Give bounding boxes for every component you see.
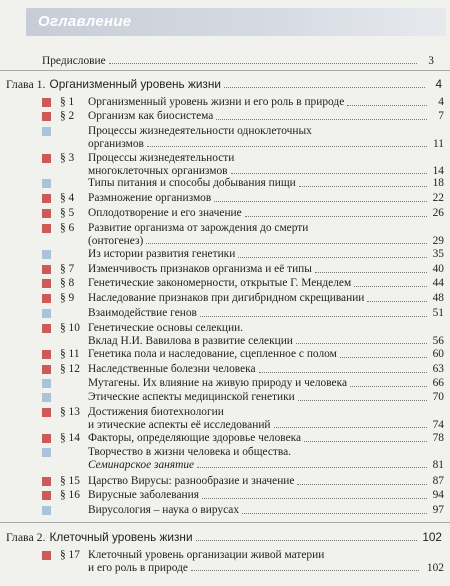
supplement-marker: [42, 379, 51, 388]
entry-page-number: 29: [432, 234, 444, 247]
entry-title-line: и его роль в природе: [88, 561, 188, 574]
chapter-1-heading[interactable]: [6, 77, 442, 91]
paragraph-number: § 4: [60, 192, 75, 204]
dot-leader: [350, 386, 427, 387]
chapter-1-title: Организменный уровень жизни: [49, 77, 221, 91]
paragraph-marker: [42, 209, 51, 218]
entry-page-number: 87: [432, 475, 444, 487]
supplement-marker: [42, 309, 51, 318]
entry-page-number: 60: [432, 348, 444, 360]
paragraph-marker: [42, 279, 51, 288]
dot-leader: [298, 400, 427, 401]
dot-leader: [347, 105, 427, 106]
paragraph-number: § 2: [60, 110, 75, 122]
entry-title-line: Царство Вирусы: разнообразие и значение: [88, 475, 295, 487]
dot-leader: [224, 87, 425, 88]
dot-leader: [238, 257, 427, 258]
paragraph-number: § 13: [60, 406, 80, 418]
entry-page-number: 35: [432, 248, 444, 260]
toc-header-band: [26, 8, 446, 36]
supplement-marker: [42, 127, 51, 136]
entry-page-number: 22: [432, 192, 444, 204]
entry-title-line: Семинарское занятие: [88, 458, 195, 471]
entry-page-number: 74: [432, 418, 444, 431]
dot-leader: [354, 286, 427, 287]
entry-page-number: 102: [426, 561, 444, 574]
divider-top: [0, 70, 450, 71]
entry-title-line: Развитие организма от зарождения до смерти: [88, 222, 309, 234]
paragraph-marker: [42, 477, 51, 486]
entry-title-line: многоклеточных организмов: [88, 164, 228, 177]
dot-leader: [216, 119, 427, 120]
paragraph-number: § 14: [60, 432, 80, 444]
entry-title-line: Организм как биосистема: [88, 110, 214, 122]
paragraph-number: § 11: [60, 348, 80, 360]
entry-page-number: 51: [432, 307, 444, 319]
chapter-2-title: Клеточный уровень жизни: [49, 530, 193, 544]
paragraph-number: § 6: [60, 222, 75, 234]
entry-title-line: Генетика пола и наследование, сцепленное с полом: [88, 348, 337, 360]
paragraph-number: § 12: [60, 363, 80, 375]
entry-page-number: 7: [438, 110, 444, 122]
paragraph-number: § 5: [60, 207, 75, 219]
entry-title-line: Изменчивость признаков организма и её типы: [88, 263, 312, 275]
entry-title-line: Генетические закономерности, открытые Г. Менделем: [88, 277, 352, 289]
dot-leader: [200, 316, 427, 317]
entry-page-number: 18: [432, 177, 444, 189]
entry-page-number: 44: [432, 277, 444, 289]
dot-leader: [197, 467, 427, 468]
dot-leader: [214, 201, 427, 202]
entry-page-number: 94: [432, 489, 444, 501]
entry-page-number: 14: [432, 164, 444, 177]
dot-leader: [299, 186, 427, 187]
paragraph-marker: [42, 491, 51, 500]
supplement-marker: [42, 179, 51, 188]
entry-page-number: 70: [432, 391, 444, 403]
entry-title-line: Вирусология – наука о вирусах: [88, 504, 240, 516]
entry-title-line: Размножение организмов: [88, 192, 212, 204]
dot-leader: [231, 173, 427, 174]
preface-label: Предисловие: [42, 54, 106, 67]
entry-title-line: Творчество в жизни человека и общества.: [88, 446, 291, 458]
entry-page-number: 40: [432, 263, 444, 275]
paragraph-marker: [42, 98, 51, 107]
chapter-2-page: 102: [422, 530, 442, 544]
paragraph-marker: [42, 408, 51, 417]
preface-page: 3: [428, 54, 434, 67]
entry-title-line: организмов: [88, 137, 144, 150]
entry-page-number: 11: [433, 137, 444, 150]
entry-page-number: 63: [432, 363, 444, 375]
supplement-marker: [42, 250, 51, 259]
dot-leader: [196, 540, 417, 541]
paragraph-marker: [42, 154, 51, 163]
supplement-marker: [42, 448, 51, 457]
entry-title-line: Оплодотворение и его значение: [88, 207, 242, 219]
entry-title-line: Генетические основы селекции.: [88, 322, 244, 334]
dot-leader: [245, 216, 427, 217]
dot-leader: [315, 272, 427, 273]
dot-leader: [296, 343, 427, 344]
entry-page-number: 97: [432, 504, 444, 516]
supplement-marker: [42, 506, 51, 515]
dot-leader: [242, 513, 427, 514]
chapter-2-label: Глава 2.: [6, 530, 46, 544]
dot-leader: [146, 243, 427, 244]
entry-page-number: 81: [432, 458, 444, 471]
entry-page-number: 26: [432, 207, 444, 219]
paragraph-marker: [42, 265, 51, 274]
entry-title-line: Процессы жизнедеятельности одноклеточных: [88, 125, 312, 137]
entry-page-number: 66: [432, 377, 444, 389]
dot-leader: [297, 484, 427, 485]
chapter-2-heading[interactable]: [6, 530, 442, 544]
entry-title-line: Факторы, определяющие здоровье человека: [88, 432, 302, 444]
entry-title-line: Процессы жизнедеятельности: [88, 152, 235, 164]
dot-leader: [191, 570, 419, 571]
paragraph-number: § 1: [60, 96, 75, 108]
paragraph-marker: [42, 112, 51, 121]
entry-title-line: и этические аспекты её исследований: [88, 418, 271, 431]
paragraph-marker: [42, 551, 51, 560]
entry-title-line: Мутагены. Их влияние на живую природу и человека: [88, 377, 348, 389]
paragraph-marker: [42, 434, 51, 443]
entry-title-line: Наследственные болезни человека: [88, 363, 256, 375]
paragraph-number: § 3: [60, 152, 75, 164]
dot-leader: [304, 441, 427, 442]
paragraph-marker: [42, 224, 51, 233]
entry-title-line: Этические аспекты медицинской генетики: [88, 391, 295, 403]
entry-page-number: 4: [438, 96, 444, 108]
paragraph-marker: [42, 365, 51, 374]
dot-leader: [202, 498, 427, 499]
paragraph-number: § 9: [60, 292, 75, 304]
divider-bottom: [0, 522, 450, 523]
dot-leader: [109, 63, 417, 64]
entry-title-line: Организменный уровень жизни и его роль в природе: [88, 96, 345, 108]
dot-leader: [340, 357, 427, 358]
entry-title-line: Вклад Н.И. Вавилова в развитие селекции: [88, 334, 293, 347]
paragraph-marker: [42, 350, 51, 359]
entry-title-line: Из истории развития генетики: [88, 248, 236, 260]
paragraph-number: § 10: [60, 322, 80, 334]
paragraph-number: § 15: [60, 475, 80, 487]
entry-page-number: 78: [432, 432, 444, 444]
chapter-1-label: Глава 1.: [6, 77, 46, 91]
preface-entry[interactable]: [42, 51, 434, 67]
paragraph-number: § 8: [60, 277, 75, 289]
entry-title-line: Типы питания и способы добывания пищи: [88, 177, 296, 189]
chapter-1-page: 4: [435, 77, 442, 91]
toc-title: Оглавление: [38, 13, 132, 30]
paragraph-number: § 7: [60, 263, 75, 275]
entry-title-line: Достижения биотехнологии: [88, 406, 224, 418]
entry-title-line: Вирусные заболевания: [88, 489, 199, 501]
paragraph-marker: [42, 294, 51, 303]
paragraph-marker: [42, 324, 51, 333]
entry-title-line: Клеточный уровень организации живой материи: [88, 549, 325, 561]
entry-title-line: Взаимодействие генов: [88, 307, 197, 319]
dot-leader: [367, 301, 427, 302]
supplement-marker: [42, 393, 51, 402]
dot-leader: [147, 146, 427, 147]
paragraph-marker: [42, 194, 51, 203]
entry-title-line: (онтогенез): [88, 234, 144, 247]
entry-page-number: 48: [432, 292, 444, 304]
paragraph-number: § 16: [60, 489, 80, 501]
entry-title-line: Наследование признаков при дигибридном скрещивании: [88, 292, 365, 304]
entry-page-number: 56: [432, 334, 444, 347]
paragraph-number: § 17: [60, 549, 80, 561]
dot-leader: [274, 427, 427, 428]
dot-leader: [259, 372, 427, 373]
